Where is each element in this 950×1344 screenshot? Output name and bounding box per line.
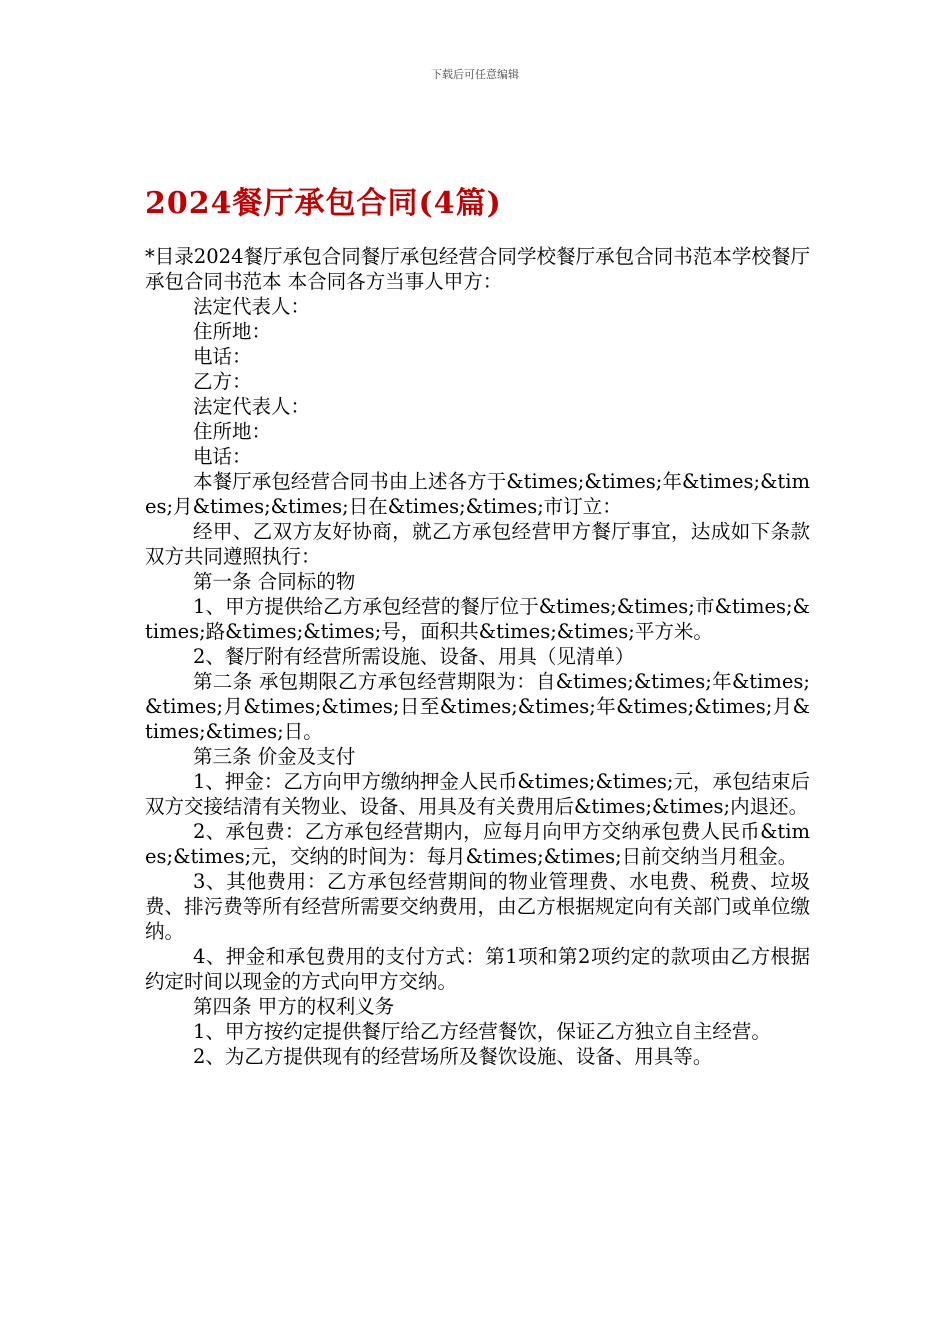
paragraph: 法定代表人：	[193, 395, 311, 418]
section-heading: 第二条 承包期限乙方承包经营期限为：自&times;&times;年&times;&times;月&times;&times;日至&times;&times;年&times;&times;月&times;&times;日。	[145, 670, 810, 743]
section-heading: 第一条 合同标的物	[193, 570, 356, 593]
intro-paragraph: *目录2024餐厅承包合同餐厅承包经营合同学校餐厅承包合同书范本学校餐厅承包合同书范本 本合同各方当事人甲方：	[145, 245, 810, 293]
paragraph: 2、为乙方提供现有的经营场所及餐饮设施、设备、用具等。	[193, 1045, 713, 1068]
paragraph: 电话：	[193, 345, 252, 368]
section-heading: 第三条 价金及支付	[193, 745, 356, 768]
paragraph: 经甲、乙双方友好协商，就乙方承包经营甲方餐厅事宜，达成如下条款双方共同遵照执行：	[145, 520, 810, 568]
document-title: 2024餐厅承包合同(4篇)	[145, 186, 502, 221]
paragraph: 1、甲方提供给乙方承包经营的餐厅位于&times;&times;市&times;&times;路&times;&times;号，面积共&times;&times;平方米。	[145, 595, 810, 643]
document-body	[145, 244, 810, 1069]
paragraph: 法定代表人：	[193, 295, 311, 318]
paragraph: 1、押金：乙方向甲方缴纳押金人民币&times;&times;元，承包结束后双方交接结清有关物业、设备、用具及有关费用后&times;&times;内退还。	[145, 770, 810, 818]
paragraph: 乙方：	[193, 370, 252, 393]
paragraph: 电话：	[193, 445, 252, 468]
paragraph: 住所地：	[193, 420, 272, 443]
section-heading: 第四条 甲方的权利义务	[193, 995, 395, 1018]
paragraph: 4、押金和承包费用的支付方式：第1项和第2项约定的款项由乙方根据约定时间以现金的方式向甲方交纳。	[145, 945, 810, 993]
paragraph: 本餐厅承包经营合同书由上述各方于&times;&times;年&times;&times;月&times;&times;日在&times;&times;市订立：	[145, 470, 810, 518]
paragraph: 住所地：	[193, 320, 272, 343]
paragraph: 2、餐厅附有经营所需设施、设备、用具（见清单）	[193, 645, 635, 668]
paragraph: 3、其他费用：乙方承包经营期间的物业管理费、水电费、税费、垃圾费、排污费等所有经营所需要交纳费用，由乙方根据规定向有关部门或单位缴纳。	[145, 870, 810, 943]
header-note: 下载后可任意编辑	[431, 68, 519, 81]
paragraph: 2、承包费：乙方承包经营期内，应每月向甲方交纳承包费人民币&times;&times;元，交纳的时间为：每月&times;&times;日前交纳当月租金。	[145, 820, 810, 868]
paragraph: 1、甲方按约定提供餐厅给乙方经营餐饮，保证乙方独立自主经营。	[193, 1020, 771, 1043]
